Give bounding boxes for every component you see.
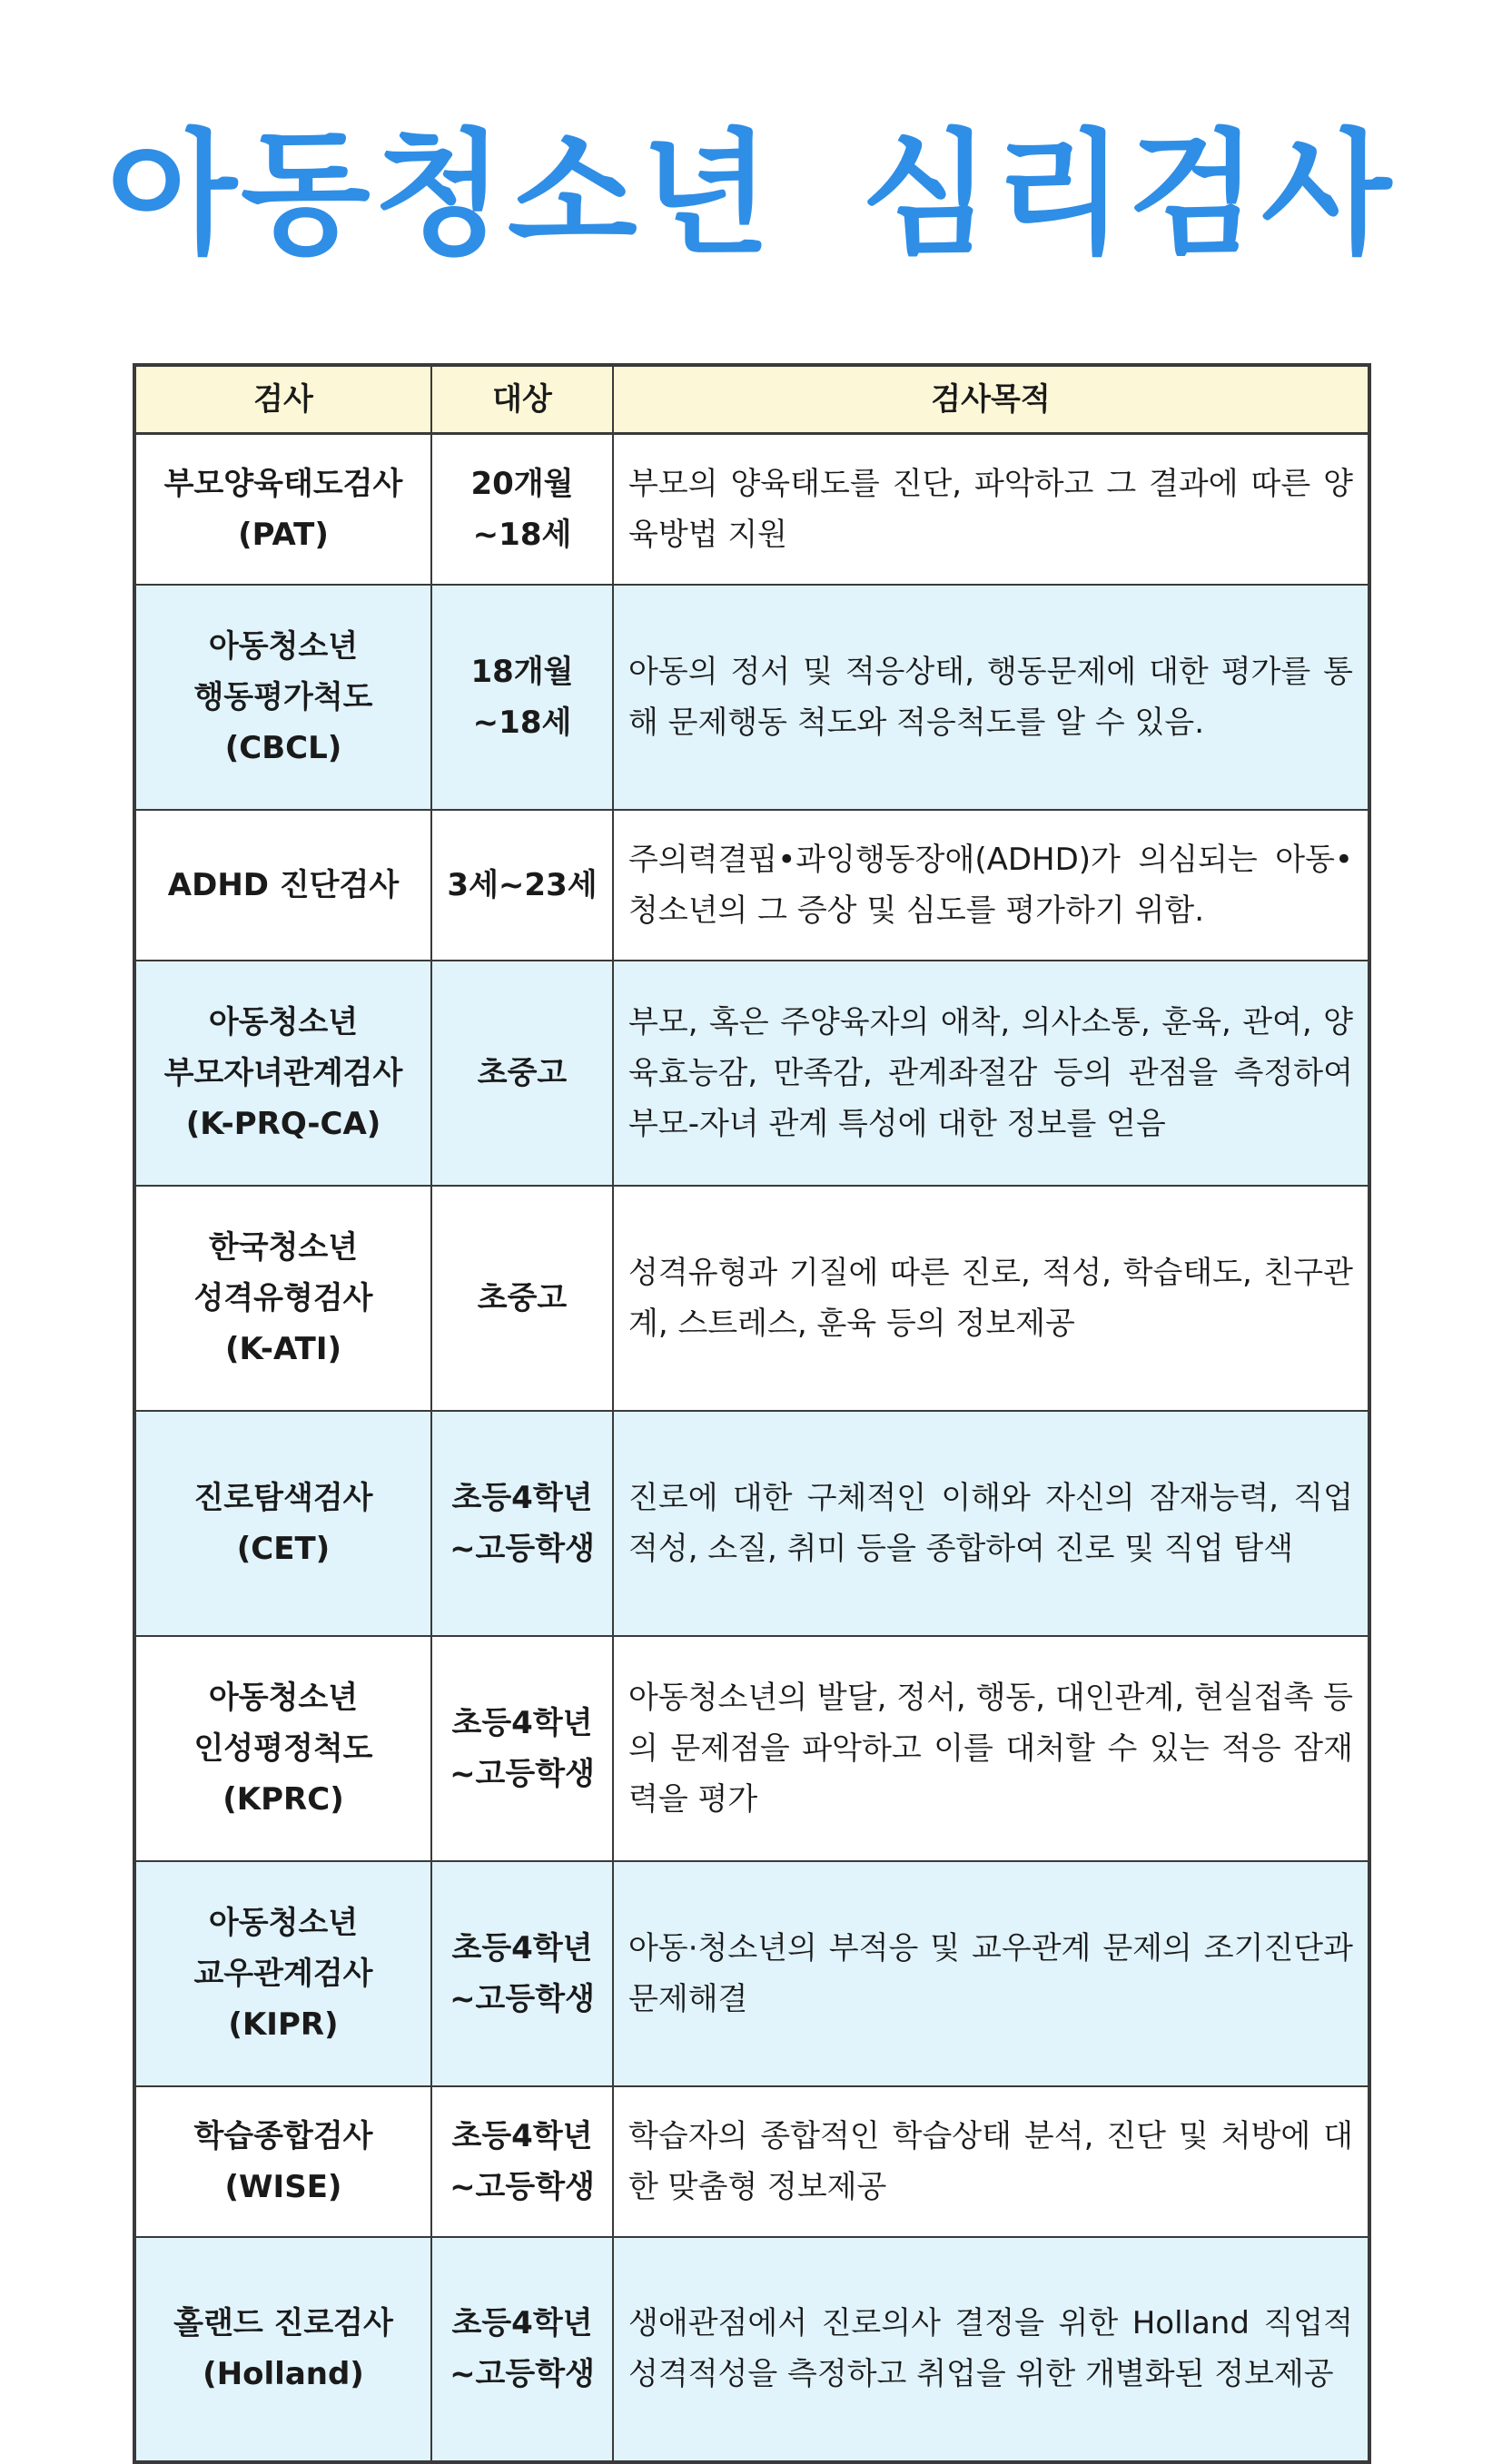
test-name-cell [134, 810, 431, 961]
test-target-cell [431, 1411, 613, 1636]
test-name-line: (K-PRQ-CA) [185, 1105, 381, 1142]
test-name-cell [134, 2086, 431, 2237]
test-target-line: 초등4학년 [451, 2305, 593, 2341]
test-name-line: 부모양육태도검사 [163, 465, 403, 502]
table-row [134, 1411, 1369, 1636]
test-name-line: (KPRC) [222, 1780, 344, 1818]
test-name-line: 아동청소년 [208, 1679, 359, 1716]
test-name-line: 교우관계검사 [193, 1955, 373, 1992]
test-name-line: (K-ATI) [224, 1330, 342, 1367]
test-name-line: 인성평정척도 [193, 1730, 373, 1767]
table-row [134, 434, 1369, 585]
test-name-line: 아동청소년 [208, 627, 359, 665]
table-row [134, 2237, 1369, 2462]
test-target-cell [431, 1636, 613, 1861]
test-name-line: (PAT) [238, 516, 329, 553]
test-name-line: ADHD 진단검사 [167, 866, 400, 903]
table-row [134, 810, 1369, 961]
header-target: 대상 [431, 365, 613, 434]
test-purpose-cell: 성격유형과 기질에 따른 진로, 적성, 학습태도, 친구관계, 스트레스, 훈육 등의 정보제공 [613, 1186, 1369, 1411]
test-name-line: 부모자녀관계검사 [163, 1054, 403, 1091]
test-table [133, 363, 1371, 2464]
test-name-cell [134, 434, 431, 585]
test-target-cell [431, 1186, 613, 1411]
test-name-line: (Holland) [203, 2356, 364, 2392]
header-test: 검사 [134, 365, 431, 434]
test-purpose-cell: 진로에 대한 구체적인 이해와 자신의 잠재능력, 직업적성, 소질, 취미 등을 종합하여 진로 및 직업 탐색 [613, 1411, 1369, 1636]
test-target-cell [431, 2237, 613, 2462]
table-body [134, 434, 1369, 2462]
test-target-cell [431, 1861, 613, 2086]
test-target-line: 3세~23세 [447, 866, 598, 903]
test-target-cell [431, 2086, 613, 2237]
test-name-line: 한국청소년 [208, 1228, 359, 1266]
test-target-line: 초등4학년 [451, 1929, 593, 1966]
test-name-line: 아동청소년 [208, 1904, 359, 1941]
test-target-line: 초중고 [477, 1054, 568, 1091]
test-purpose-cell: 아동청소년의 발달, 정서, 행동, 대인관계, 현실접촉 등의 문제점을 파악하고 이를 대처할 수 있는 적응 잠재력을 평가 [613, 1636, 1369, 1861]
test-name-line: (KIPR) [228, 2006, 339, 2043]
test-name-cell [134, 585, 431, 810]
table-row [134, 1636, 1369, 1861]
test-name-line: (CBCL) [224, 729, 342, 766]
test-target-line: ~고등학생 [450, 1980, 595, 2017]
test-purpose-cell: 부모의 양육태도를 진단, 파악하고 그 결과에 따른 양육방법 지원 [613, 434, 1369, 585]
table-row [134, 2086, 1369, 2237]
test-name-line: 성격유형검사 [193, 1279, 373, 1316]
test-name-cell [134, 1186, 431, 1411]
test-target-cell [431, 585, 613, 810]
test-name-cell [134, 2237, 431, 2462]
test-target-line: ~18세 [472, 704, 572, 741]
test-name-cell [134, 1411, 431, 1636]
table-row [134, 1861, 1369, 2086]
test-purpose-cell: 주의력결핍•과잉행동장애(ADHD)가 의심되는 아동•청소년의 그 증상 및 심도를 평가하기 위함. [613, 810, 1369, 961]
test-target-line: 20개월 [470, 465, 574, 502]
test-target-cell [431, 434, 613, 585]
test-purpose-cell: 학습자의 종합적인 학습상태 분석, 진단 및 처방에 대한 맞춤형 정보제공 [613, 2086, 1369, 2237]
test-target-line: 초등4학년 [451, 1479, 593, 1516]
test-name-cell [134, 1861, 431, 2086]
test-target-line: ~18세 [472, 516, 572, 553]
test-target-line: 18개월 [470, 653, 574, 690]
test-name-cell [134, 1636, 431, 1861]
test-name-line: 행동평가척도 [193, 678, 373, 715]
test-name-line: (CET) [236, 1530, 331, 1567]
test-target-line: ~고등학생 [450, 1530, 595, 1567]
table-row [134, 1186, 1369, 1411]
page-title: 아동청소년 심리검사 [106, 116, 1396, 272]
test-name-line: 아동청소년 [208, 1003, 359, 1040]
test-name-cell [134, 961, 431, 1186]
test-purpose-cell: 아동의 정서 및 적응상태, 행동문제에 대한 평가를 통해 문제행동 척도와 적응척도를 알 수 있음. [613, 585, 1369, 810]
test-table-container [133, 363, 1368, 2464]
header-purpose: 검사목적 [613, 365, 1369, 434]
test-target-line: 초중고 [477, 1279, 568, 1316]
test-target-line: 초등4학년 [451, 2117, 593, 2154]
test-target-line: ~고등학생 [450, 2168, 595, 2205]
test-purpose-cell: 부모, 혹은 주양육자의 애착, 의사소통, 훈육, 관여, 양육효능감, 만족감, 관계좌절감 등의 관점을 측정하여 부모-자녀 관계 특성에 대한 정보를 얻음 [613, 961, 1369, 1186]
test-purpose-cell: 아동·청소년의 부적응 및 교우관계 문제의 조기진단과 문제해결 [613, 1861, 1369, 2086]
test-target-line: 초등4학년 [451, 1704, 593, 1741]
test-name-line: 진로탐색검사 [193, 1479, 373, 1516]
table-row [134, 585, 1369, 810]
test-target-cell [431, 810, 613, 961]
table-row [134, 961, 1369, 1186]
test-name-line: 학습종합검사 [193, 2117, 373, 2154]
test-purpose-cell: 생애관점에서 진로의사 결정을 위한 Holland 직업적 성격적성을 측정하고 취업을 위한 개별화된 정보제공 [613, 2237, 1369, 2462]
test-target-cell [431, 961, 613, 1186]
test-target-line: ~고등학생 [450, 2356, 595, 2392]
test-target-line: ~고등학생 [450, 1755, 595, 1792]
test-name-line: (WISE) [224, 2168, 342, 2205]
test-name-line: 홀랜드 진로검사 [173, 2305, 393, 2341]
table-header-row [134, 365, 1369, 434]
